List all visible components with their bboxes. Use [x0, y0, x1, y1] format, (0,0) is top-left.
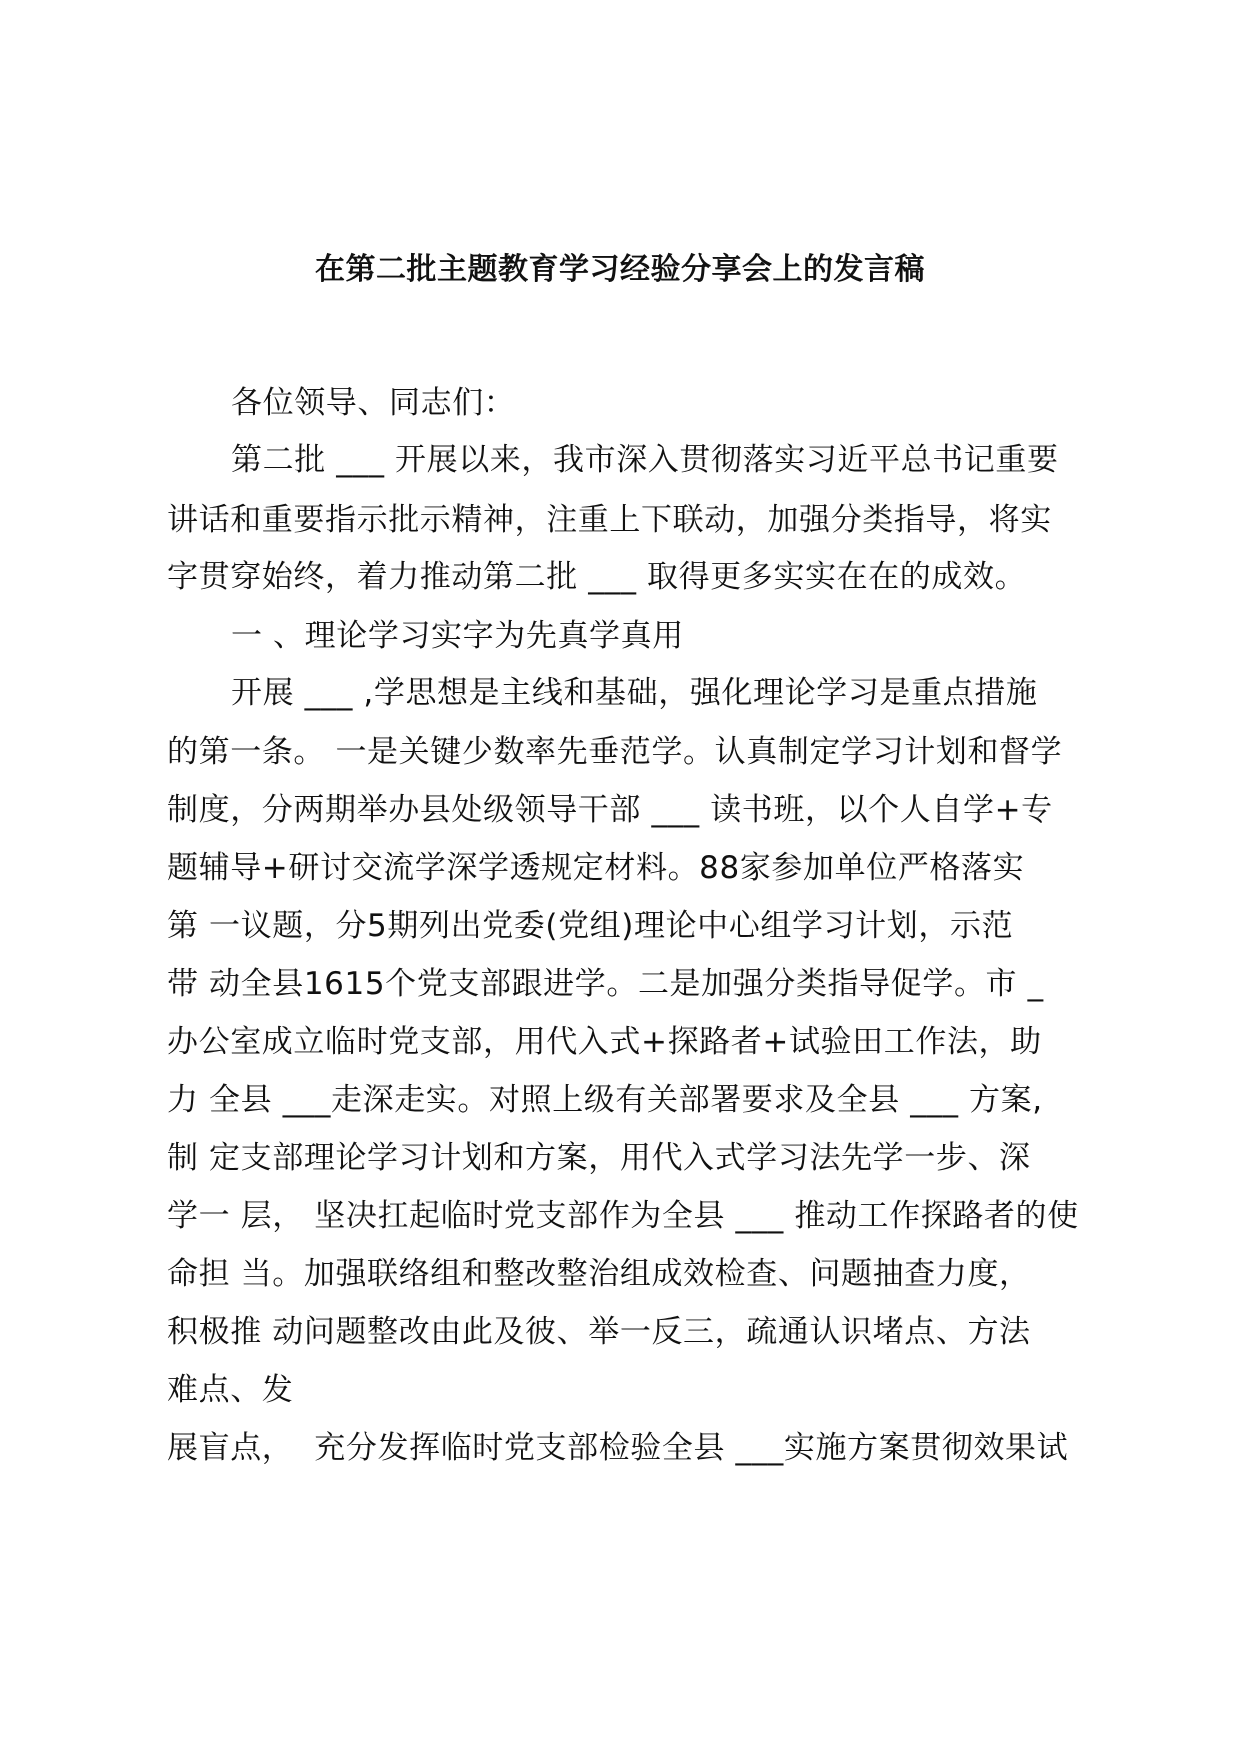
- paragraph-line: 题辅导+研讨交流学深学透规定材料。88家参加单位严格落实: [167, 850, 1025, 886]
- paragraph-line: 的第一条。 一是关键少数率先垂范学。认真制定学习计划和督学: [167, 734, 1063, 770]
- paragraph-line: 第 一议题，分5期列出党委(党组)理论中心组学习计划，示范: [167, 908, 1014, 944]
- paragraph-line: 难点、发: [167, 1372, 294, 1408]
- paragraph-line: 开展 ___ ,学思想是主线和基础，强化理论学习是重点措施: [231, 675, 1038, 711]
- paragraph-line: 制 定支部理论学习计划和方案，用代入式学习法先学一步、深: [167, 1140, 1031, 1176]
- paragraph-line: 力 全县 ___走深走实。对照上级有关部署要求及全县 ___ 方案,: [167, 1082, 1043, 1118]
- paragraph-line: 讲话和重要指示批示精神，注重上下联动，加强分类指导，将实: [167, 502, 1052, 538]
- paragraph-line: 第二批 ___ 开展以来，我市深入贯彻落实习近平总书记重要: [231, 442, 1059, 478]
- paragraph-line: 学一 层， 坚决扛起临时党支部作为全县 ___ 推动工作探路者的使: [167, 1198, 1079, 1234]
- paragraph-line: 带 动全县1615个党支部跟进学。二是加强分类指导促学。市 _: [167, 966, 1044, 1002]
- paragraph-line: 字贯穿始终，着力推动第二批 ___ 取得更多实实在在的成效。: [167, 559, 1027, 595]
- paragraph-line: 制度，分两期举办县处级领导干部 ___ 读书班，以个人自学+专: [167, 792, 1053, 828]
- paragraph-line: 展盲点， 充分发挥临时党支部检验全县 ___实施方案贯彻效果试: [167, 1430, 1069, 1466]
- salutation: 各位领导、同志们：: [231, 385, 516, 421]
- section-heading: 一 、理论学习实字为先真学真用: [231, 618, 684, 654]
- document-title: 在第二批主题教育学习经验分享会上的发言稿: [315, 252, 925, 287]
- paragraph-line: 积极推 动问题整改由此及彼、举一反三，疏通认识堵点、方法: [167, 1314, 1031, 1350]
- paragraph-line: 命担 当。加强联络组和整改整治组成效检查、问题抽查力度，: [167, 1256, 1031, 1292]
- paragraph-line: 办公室成立临时党支部，用代入式+探路者+试验田工作法，助: [167, 1024, 1042, 1060]
